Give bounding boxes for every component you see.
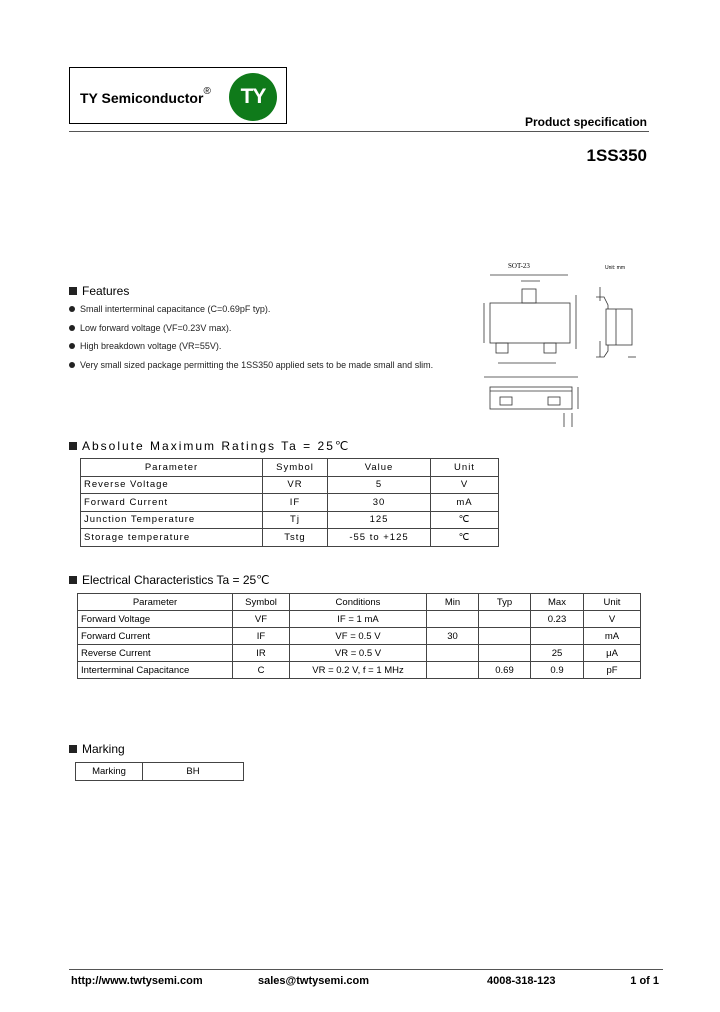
table-cell: Storage temperature [81,529,263,547]
column-header: Value [328,459,431,477]
table-cell: ℃ [431,511,499,529]
table-cell: V [584,611,641,628]
footer-phone: 4008-318-123 [487,975,556,987]
column-header: Symbol [233,594,290,611]
table-row [81,494,499,512]
table-cell: Junction Temperature [81,511,263,529]
table-cell: V [431,476,499,494]
table-cell [427,611,479,628]
table-cell [427,662,479,679]
bullet-icon [69,343,75,349]
part-number: 1SS350 [586,146,647,165]
table-row [81,476,499,494]
feature-item: Very small sized package permitting the 1SS350 applied sets to be made small and slim. [69,360,433,379]
bullet-icon [69,362,75,368]
features-heading: Features [69,284,129,298]
company-logo: TY [229,73,277,121]
table-row [78,645,641,662]
square-bullet-icon [69,576,77,584]
marking-value: BH [143,763,244,781]
square-bullet-icon [69,287,77,295]
table-cell: Reverse Current [78,645,233,662]
table-cell: Tj [263,511,328,529]
table-cell: 0.23 [531,611,584,628]
table-row [81,529,499,547]
package-name: SOT-23 [508,262,530,270]
table-cell [479,628,531,645]
absolute-max-ratings-table [80,458,499,547]
table-cell: Forward Voltage [78,611,233,628]
table-cell: pF [584,662,641,679]
footer-email-link[interactable]: sales@twtysemi.com [258,975,369,987]
table-cell: IF [233,628,290,645]
feature-item: Low forward voltage (VF=0.23V max). [69,323,433,342]
header-divider [69,131,649,132]
column-header: Typ [479,594,531,611]
table-header-row [78,594,641,611]
table-cell: C [233,662,290,679]
table-cell [479,645,531,662]
marking-heading: Marking [69,742,125,756]
column-header: Unit [584,594,641,611]
square-bullet-icon [69,745,77,753]
table-cell: IF = 1 mA [290,611,427,628]
registered-mark: ® [203,86,211,97]
table-row [76,763,244,781]
table-row [81,511,499,529]
table-cell [427,645,479,662]
product-specification-label: Product specification [524,115,647,129]
table-cell: VR = 0.2 V, f = 1 MHz [290,662,427,679]
marking-table [75,762,244,781]
column-header: Unit [431,459,499,477]
features-list [69,304,433,378]
footer-divider [69,969,663,970]
table-row [78,611,641,628]
feature-item: Small interterminal capacitance (C=0.69pF typ). [69,304,433,323]
package-outline-drawing [478,257,648,437]
column-header: Conditions [290,594,427,611]
company-name: TY Semiconductor® [80,86,211,106]
table-cell [531,628,584,645]
table-cell: mA [584,628,641,645]
table-cell: μA [584,645,641,662]
table-row [78,662,641,679]
column-header: Parameter [81,459,263,477]
table-cell: VF [233,611,290,628]
electrical-characteristics-table [77,593,641,679]
table-cell: 30 [427,628,479,645]
table-cell: VR [263,476,328,494]
bullet-icon [69,325,75,331]
footer-page-number: 1 of 1 [630,975,659,987]
column-header: Parameter [78,594,233,611]
table-row [78,628,641,645]
table-cell: -55 to +125 [328,529,431,547]
table-cell: VF = 0.5 V [290,628,427,645]
feature-item: High breakdown voltage (VR=55V). [69,341,433,360]
column-header: Symbol [263,459,328,477]
table-cell: Forward Current [81,494,263,512]
table-cell: ℃ [431,529,499,547]
table-cell: 0.69 [479,662,531,679]
electrical-characteristics-heading: Electrical Characteristics Ta = 25℃ [69,573,270,587]
table-cell: VR = 0.5 V [290,645,427,662]
bullet-icon [69,306,75,312]
table-cell: IR [233,645,290,662]
column-header: Min [427,594,479,611]
table-cell: 25 [531,645,584,662]
table-cell: mA [431,494,499,512]
package-unit: Unit: mm [605,265,625,271]
table-cell: 0.9 [531,662,584,679]
table-cell: Tstg [263,529,328,547]
table-cell: Interterminal Capacitance [78,662,233,679]
table-cell: 30 [328,494,431,512]
table-header-row [81,459,499,477]
table-cell: Reverse Voltage [81,476,263,494]
table-cell: IF [263,494,328,512]
table-cell [479,611,531,628]
absolute-max-ratings-heading: Absolute Maximum Ratings Ta = 25℃ [69,439,350,453]
square-bullet-icon [69,442,77,450]
footer-website-link[interactable]: http://www.twtysemi.com [71,975,203,987]
table-cell: Forward Current [78,628,233,645]
marking-label: Marking [76,763,143,781]
table-cell: 5 [328,476,431,494]
column-header: Max [531,594,584,611]
table-cell: 125 [328,511,431,529]
